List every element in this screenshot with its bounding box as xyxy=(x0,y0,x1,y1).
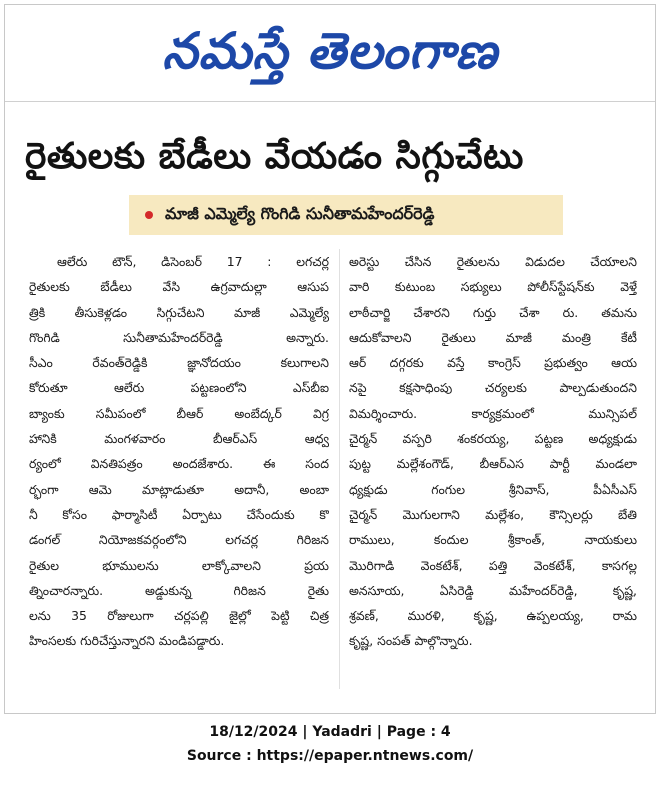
text-line: లాఠీచార్జి చేశారని గుర్తు చేశా రు. తమను xyxy=(349,304,637,320)
text-line: అనసూయ, ఏసిరెడ్డి మహేందర్‌రెడ్డి, కృష్ణ, xyxy=(349,582,637,598)
text-line: డంగల్ నియోజకవర్గంలోని లగచర్ల గిరిజన xyxy=(29,532,329,548)
text-line: అరెస్టు చేసిన రైతులను విడుదల చేయాలని xyxy=(349,254,637,269)
text-line: పుట్ట మల్లేశంగౌడ్, బీఆర్‌ఎస పార్టీ మండలా xyxy=(349,456,637,472)
text-line: ఆలేరు టౌన్, డిసెంబర్ 17 : లగచర్ల xyxy=(57,254,329,269)
article-column-right xyxy=(349,249,637,654)
article-column-left xyxy=(29,249,329,654)
text-line: నీ కోసం ఫార్మాసిటీ ఏర్పాటు చేసేందుకు కొ xyxy=(29,506,329,522)
text-line: మొరిగాడి వెంకటేశ్, పత్తి వెంకటేశ్, కాసగల్ల xyxy=(349,557,637,573)
text-line: లను 35 రోజులుగా చర్లపల్లి జైల్లో పెట్టి చిత్ర xyxy=(29,608,329,624)
text-line: చైర్మన్ వస్పరి శంకరయ్య, పట్టణ అధ్యక్షుడు xyxy=(349,431,637,447)
text-line: రాములు, కందుల శ్రీకాంత్, నాయకులు xyxy=(349,532,637,548)
byline-text: మాజీ ఎమ్మెల్యే గొంగిడి సునీతామహేందర్‌రెడ్డి xyxy=(165,203,435,223)
text-line: ఆదుకోవాలని రైతులు మాజీ మంత్రి కేటీ xyxy=(349,329,637,345)
text-line: రైతులకు బేడీలు వేసి ఉగ్రవాదుల్లా ఆసుప xyxy=(29,279,329,295)
column-divider xyxy=(339,249,340,689)
text-line: కోరుతూ ఆలేరు పట్టణంలోని ఎస్‌బీఐ xyxy=(29,380,329,396)
text-line: కృష్ణ, సంపత్ పాల్గొన్నారు. xyxy=(349,633,473,649)
text-line: త్రికి తీసుకెళ్లడం సిగ్గుచేటని మాజీ ఎమ్మెల్యే xyxy=(29,304,329,320)
text-line: విమర్శించారు. కార్యక్రమంలో మున్సిపల్ xyxy=(349,405,637,421)
edition-info: 18/12/2024 | Yadadri | Page : 4 xyxy=(209,724,451,740)
text-line: బ్యాంకు సమీపంలో బీఆర్ అంబేద్కర్ విగ్ర xyxy=(29,405,329,421)
text-line: నపై కక్షసాధింపు చర్యలకు పాల్పడుతుందని xyxy=(349,380,637,396)
text-line: శ్రవణ్, మురళి, కృష్ణ, ఉప్పలయ్య, రామ xyxy=(349,608,637,624)
article-headline: రైతులకు బేడీలు వేయడం సిగ్గుచేటు xyxy=(25,136,524,177)
text-line: రైతుల భూములను లాక్కోవాలని ప్రయ xyxy=(29,557,329,573)
newspaper-clipping xyxy=(4,4,656,714)
source-link[interactable]: Source : https://epaper.ntnews.com/ xyxy=(186,748,474,764)
masthead-divider xyxy=(5,101,655,102)
text-line: గొంగిడి సునీతామహేందర్‌రెడ్డి అన్నారు. xyxy=(29,329,329,345)
text-line: హానికి మంగళవారం బీఆర్‌ఎస్ ఆధ్వ xyxy=(29,431,329,447)
masthead-logo: నమస్తే తెలంగాణ xyxy=(162,22,498,80)
text-line: సీఎం రేవంత్‌రెడ్డికి జ్ఞానోదయం కలుగాలని xyxy=(29,355,329,371)
text-line: వారి కుటుంబ సభ్యులు పోలీస్‌స్టేషన్‌కు వెళ్తే xyxy=(349,279,637,295)
text-line: ధ్యక్షుడు గంగుల శ్రీనివాస్, పీఏసీఎస్ xyxy=(349,481,637,497)
byline-box xyxy=(129,195,563,235)
text-line: ర్భంగా ఆమె మాట్లాడుతూ అదానీ, అంబా xyxy=(29,481,329,497)
text-line: ర్యంలో వినతిపత్రం అందజేశారు. ఈ సంద xyxy=(29,456,329,472)
bullet-icon xyxy=(145,211,153,219)
text-line: హింసలకు గురిచేస్తున్నారని మండిపడ్డారు. xyxy=(29,633,225,649)
text-line: ఆర్ దగ్గరకు వస్తే కాంగ్రెస్ ప్రభుత్వం ఆయ xyxy=(349,355,637,371)
text-line: చైర్మన్ మొగులగాని మల్లేశం, కౌన్సిలర్లు బేతి xyxy=(349,506,637,522)
text-line: త్నించారన్నారు. అడ్డుకున్న గిరిజన రైతు xyxy=(29,582,329,598)
